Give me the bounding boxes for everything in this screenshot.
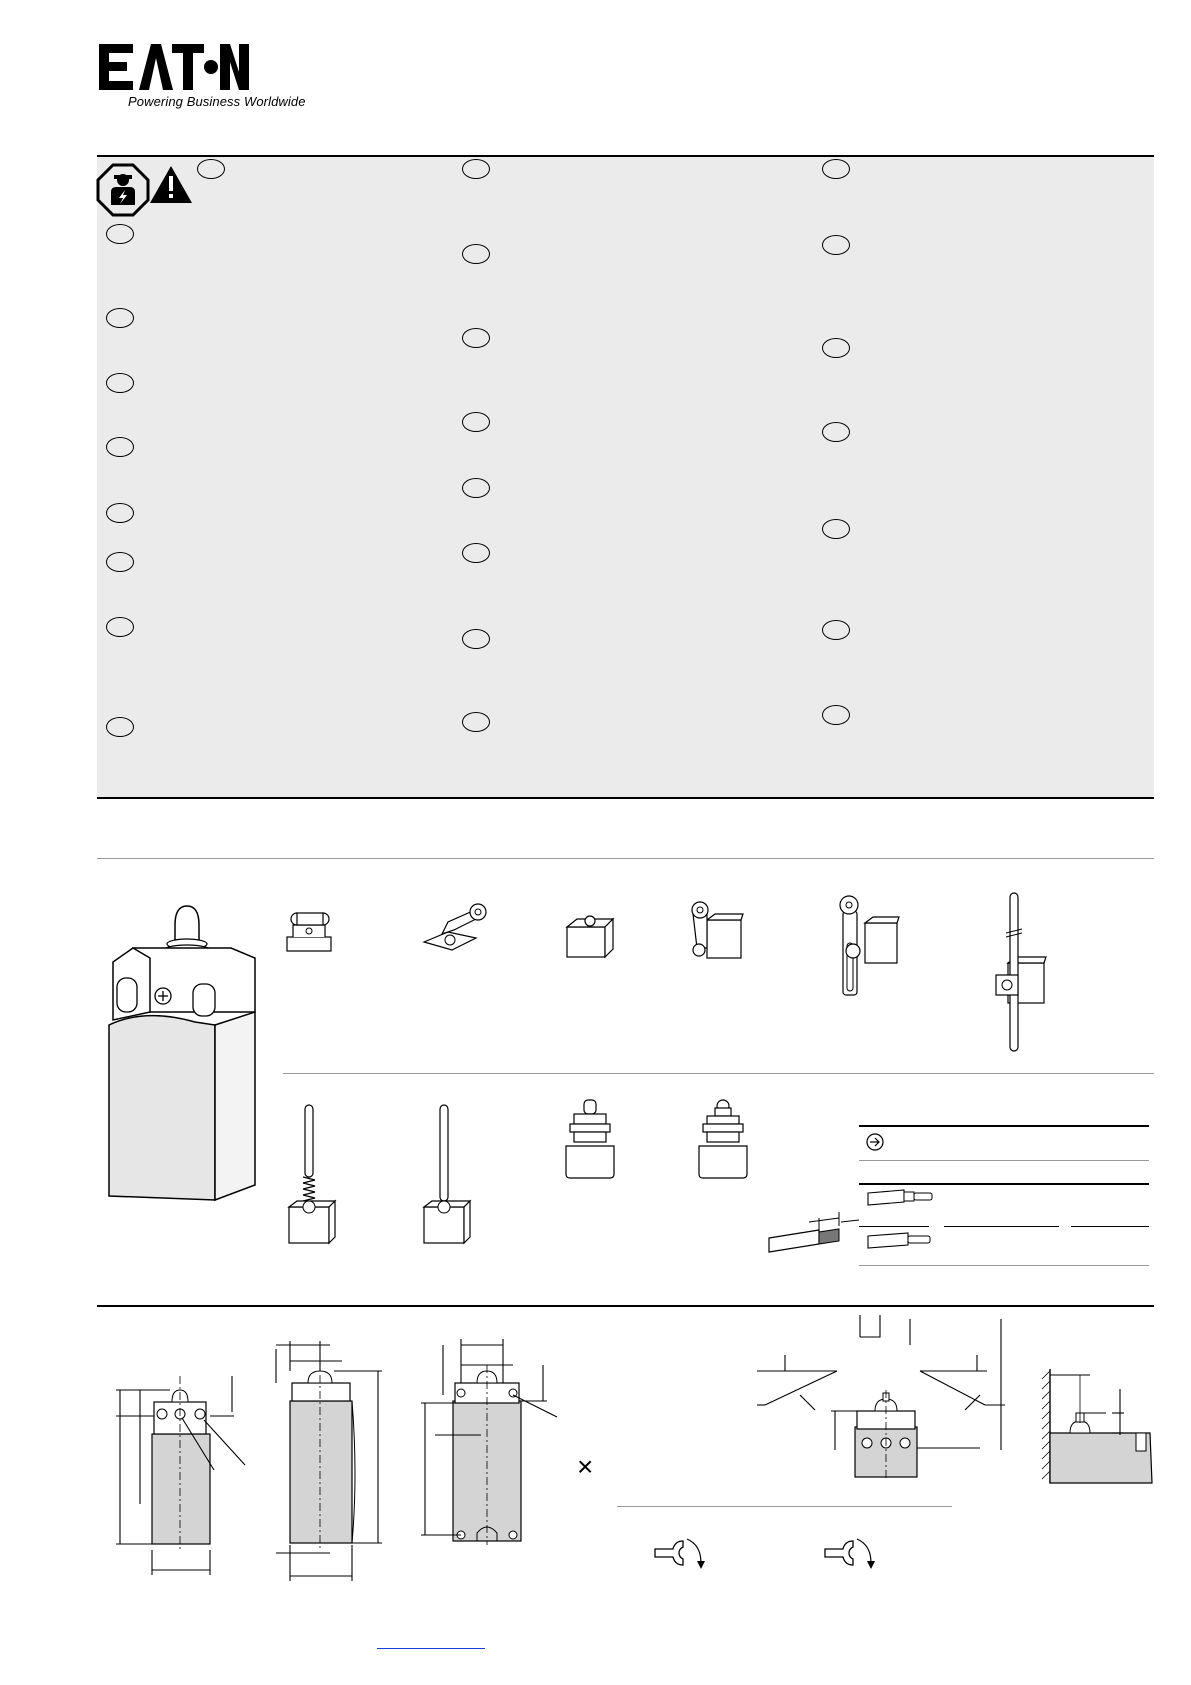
side-view-dimension-drawing (270, 1335, 390, 1585)
wall-mounting-drawing (1040, 1365, 1160, 1485)
language-marker (822, 338, 850, 358)
table-rule (859, 1160, 1149, 1161)
language-marker (106, 437, 134, 457)
table-rule (944, 1226, 1059, 1227)
wire-strip-length-illustration (767, 1210, 862, 1255)
table-rule (1071, 1226, 1149, 1227)
limit-switch-main-illustration (105, 900, 260, 1210)
table-rule (859, 1183, 1149, 1185)
language-marker (822, 705, 850, 725)
language-marker (462, 412, 490, 432)
language-marker (462, 629, 490, 649)
plunger-head-actuator-illustration (565, 915, 615, 960)
language-marker (822, 519, 850, 539)
safety-instructions-panel (97, 157, 1154, 798)
stripped-wire-icon (866, 1230, 934, 1250)
language-marker (106, 552, 134, 572)
table-rule (859, 1226, 929, 1227)
language-marker (106, 224, 134, 244)
language-marker (822, 235, 850, 255)
wrench-icon (823, 1535, 878, 1575)
torque-divider (617, 1506, 952, 1507)
language-marker (822, 159, 850, 179)
actuation-travel-drawing (755, 1315, 1020, 1480)
language-marker (462, 159, 490, 179)
front-view-dimension-drawing (110, 1370, 250, 1580)
warning-triangle-icon (150, 166, 192, 203)
ferrule-wire-icon (866, 1187, 934, 1207)
language-marker (197, 159, 225, 179)
language-marker (462, 244, 490, 264)
language-marker (822, 422, 850, 442)
section-rule-panel-bottom (97, 797, 1154, 799)
language-marker (106, 373, 134, 393)
brand-tagline: Powering Business Worldwide (128, 94, 306, 109)
electrician-warning-icon (98, 165, 148, 215)
wrench-icon (653, 1535, 708, 1575)
section-rule-dimensions (97, 1305, 1154, 1307)
arrow-right-circle-icon (866, 1133, 884, 1151)
language-marker (106, 308, 134, 328)
roller-lever-actuator-illustration (420, 900, 490, 955)
actuator-row-divider (283, 1073, 1154, 1074)
spring-rod-actuator-illustration (285, 1105, 340, 1245)
rod-lever-actuator-illustration (988, 893, 1048, 1053)
adjustable-roller-lever-illustration (835, 893, 900, 998)
language-marker (106, 503, 134, 523)
table-rule (859, 1125, 1149, 1127)
rotary-lever-actuator-illustration (685, 900, 745, 965)
language-marker (462, 328, 490, 348)
roller-plunger-actuator-illustration (285, 905, 340, 955)
central-plunger-illustration (560, 1100, 620, 1180)
rod-actuator-illustration (420, 1105, 475, 1245)
footer-link-underline[interactable] (377, 1648, 485, 1649)
central-roller-plunger-illustration (693, 1100, 753, 1180)
table-rule (859, 1265, 1149, 1266)
language-marker (106, 617, 134, 637)
language-marker (822, 620, 850, 640)
language-marker (462, 712, 490, 732)
cross-icon: × (577, 1451, 594, 1482)
section-rule (97, 858, 1154, 859)
language-marker (462, 478, 490, 498)
language-marker (106, 717, 134, 737)
eaton-logo (99, 44, 249, 90)
language-marker (462, 543, 490, 563)
mounting-dimension-drawing (415, 1335, 565, 1545)
